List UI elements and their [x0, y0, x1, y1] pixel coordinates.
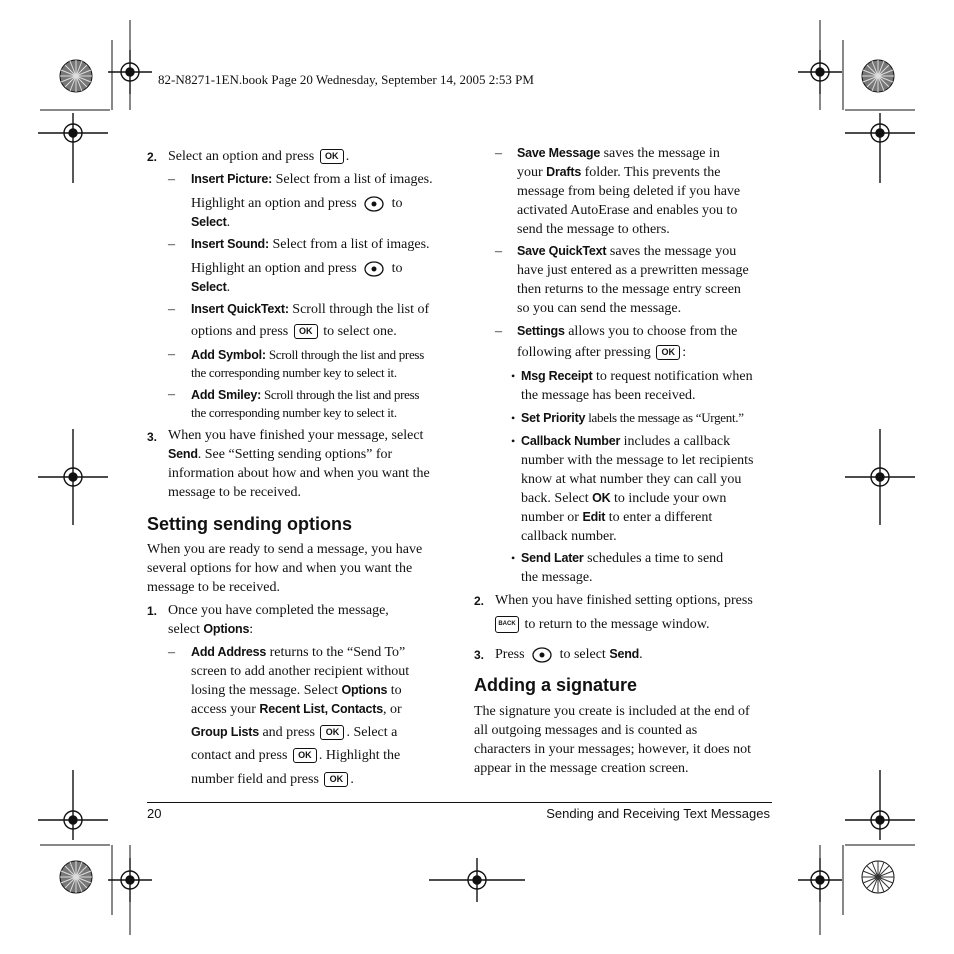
insert-picture-detail: Highlight an option and press to	[191, 196, 403, 211]
step-text: Once you have completed the message, select Options:	[168, 603, 389, 637]
dash: –	[495, 146, 502, 161]
ok-key-icon: OK	[320, 149, 344, 164]
callback-number-item: Callback Number includes a callback number with the message to let recipients know at what number they can call you back. Select OK to include your own number or Edit to enter a different callback number.	[521, 434, 754, 544]
ok-key-icon: OK	[294, 324, 318, 339]
bullet: •	[511, 434, 516, 448]
save-message-item: Save Message saves the message in your Drafts folder. This prevents the message from being deleted if you have activated AutoErase and enables you to send the message to others.	[517, 146, 741, 237]
dash: –	[168, 387, 175, 402]
dash: –	[168, 302, 175, 317]
step-number: 2.	[474, 594, 485, 608]
print-slug: 82-N8271-1EN.book Page 20 Wednesday, September 14, 2005 2:53 PM	[158, 72, 534, 87]
dash: –	[168, 347, 175, 362]
add-address-detail: Group Lists and press OK . Select a	[191, 725, 398, 740]
insert-picture-item: Insert Picture: Select from a list of images.	[191, 172, 433, 187]
ok-key-icon: OK	[320, 725, 344, 740]
bullet: •	[511, 369, 516, 383]
insert-sound-item: Insert Sound: Select from a list of images.	[191, 237, 430, 252]
insert-sound-detail: Highlight an option and press to	[191, 261, 403, 276]
page-number: 20	[147, 806, 162, 821]
nav-key-icon	[364, 196, 384, 212]
step-text: Select an option and press OK .	[168, 149, 350, 164]
settings-detail: following after pressing OK :	[517, 345, 687, 360]
step-text: Press to select Send.	[495, 647, 643, 662]
nav-key-icon	[364, 261, 384, 277]
step-number: 3.	[474, 648, 485, 662]
nav-key-icon	[532, 647, 552, 663]
step-text: When you have finished setting options, press	[495, 593, 753, 608]
footer-rule	[147, 802, 772, 803]
back-key-icon: BACK	[495, 616, 519, 633]
step-number: 2.	[147, 150, 158, 164]
step-text: When you have finished your message, select Send. See “Setting sending options” for information about how and when you want the message to be received.	[168, 428, 430, 500]
insert-picture-select: Select.	[191, 215, 231, 230]
save-quicktext-item: Save QuickText saves the message you have just entered as a prewritten message then returns to the message entry screen so you can send the message.	[517, 244, 749, 316]
bullet: •	[511, 551, 516, 565]
insert-quicktext-detail: options and press OK to select one.	[191, 324, 397, 339]
send-later-item: Send Later schedules a time to send the message.	[521, 551, 724, 585]
signature-paragraph: The signature you create is included at the end of all outgoing messages and is counted as characters in your messages; however, it does not appear in the message creation screen.	[474, 704, 752, 776]
set-priority-item: Set Priority labels the message as “Urgent.”	[521, 410, 744, 425]
settings-item: Settings allows you to choose from the	[517, 324, 738, 339]
insert-quicktext-item: Insert QuickText: Scroll through the list of	[191, 302, 430, 317]
insert-sound-select: Select.	[191, 280, 231, 295]
ok-key-icon: OK	[656, 345, 680, 360]
step-number: 1.	[147, 604, 158, 618]
add-smiley-item: Add Smiley: Scroll through the list and press the corresponding number key to select it.	[191, 387, 420, 420]
msg-receipt-item: Msg Receipt to request notification when the message has been received.	[521, 369, 753, 403]
ok-key-icon: OK	[324, 772, 348, 787]
chapter-title: Sending and Receiving Text Messages	[546, 806, 770, 821]
step-text: BACK to return to the message window.	[495, 615, 709, 634]
section-heading: Adding a signature	[474, 675, 638, 695]
add-symbol-item: Add Symbol: Scroll through the list and press the corresponding number key to select it.	[191, 347, 424, 380]
dash: –	[168, 645, 175, 660]
add-address-item: Add Address returns to the “Send To” screen to add another recipient without losing the message. Select Options to access your Recent List, Contacts, or	[191, 645, 410, 717]
add-address-detail: contact and press OK . Highlight the	[191, 748, 401, 763]
add-address-detail: number field and press OK .	[191, 772, 354, 787]
ok-key-icon: OK	[293, 748, 317, 763]
dash: –	[168, 172, 175, 187]
bullet: •	[511, 411, 516, 425]
step-number: 3.	[147, 430, 158, 444]
dash: –	[495, 324, 502, 339]
dash: –	[495, 244, 502, 259]
dash: –	[168, 237, 175, 252]
intro-paragraph: When you are ready to send a message, you have several options for how and when you want the message to be received.	[147, 542, 423, 595]
section-heading: Setting sending options	[147, 514, 352, 534]
